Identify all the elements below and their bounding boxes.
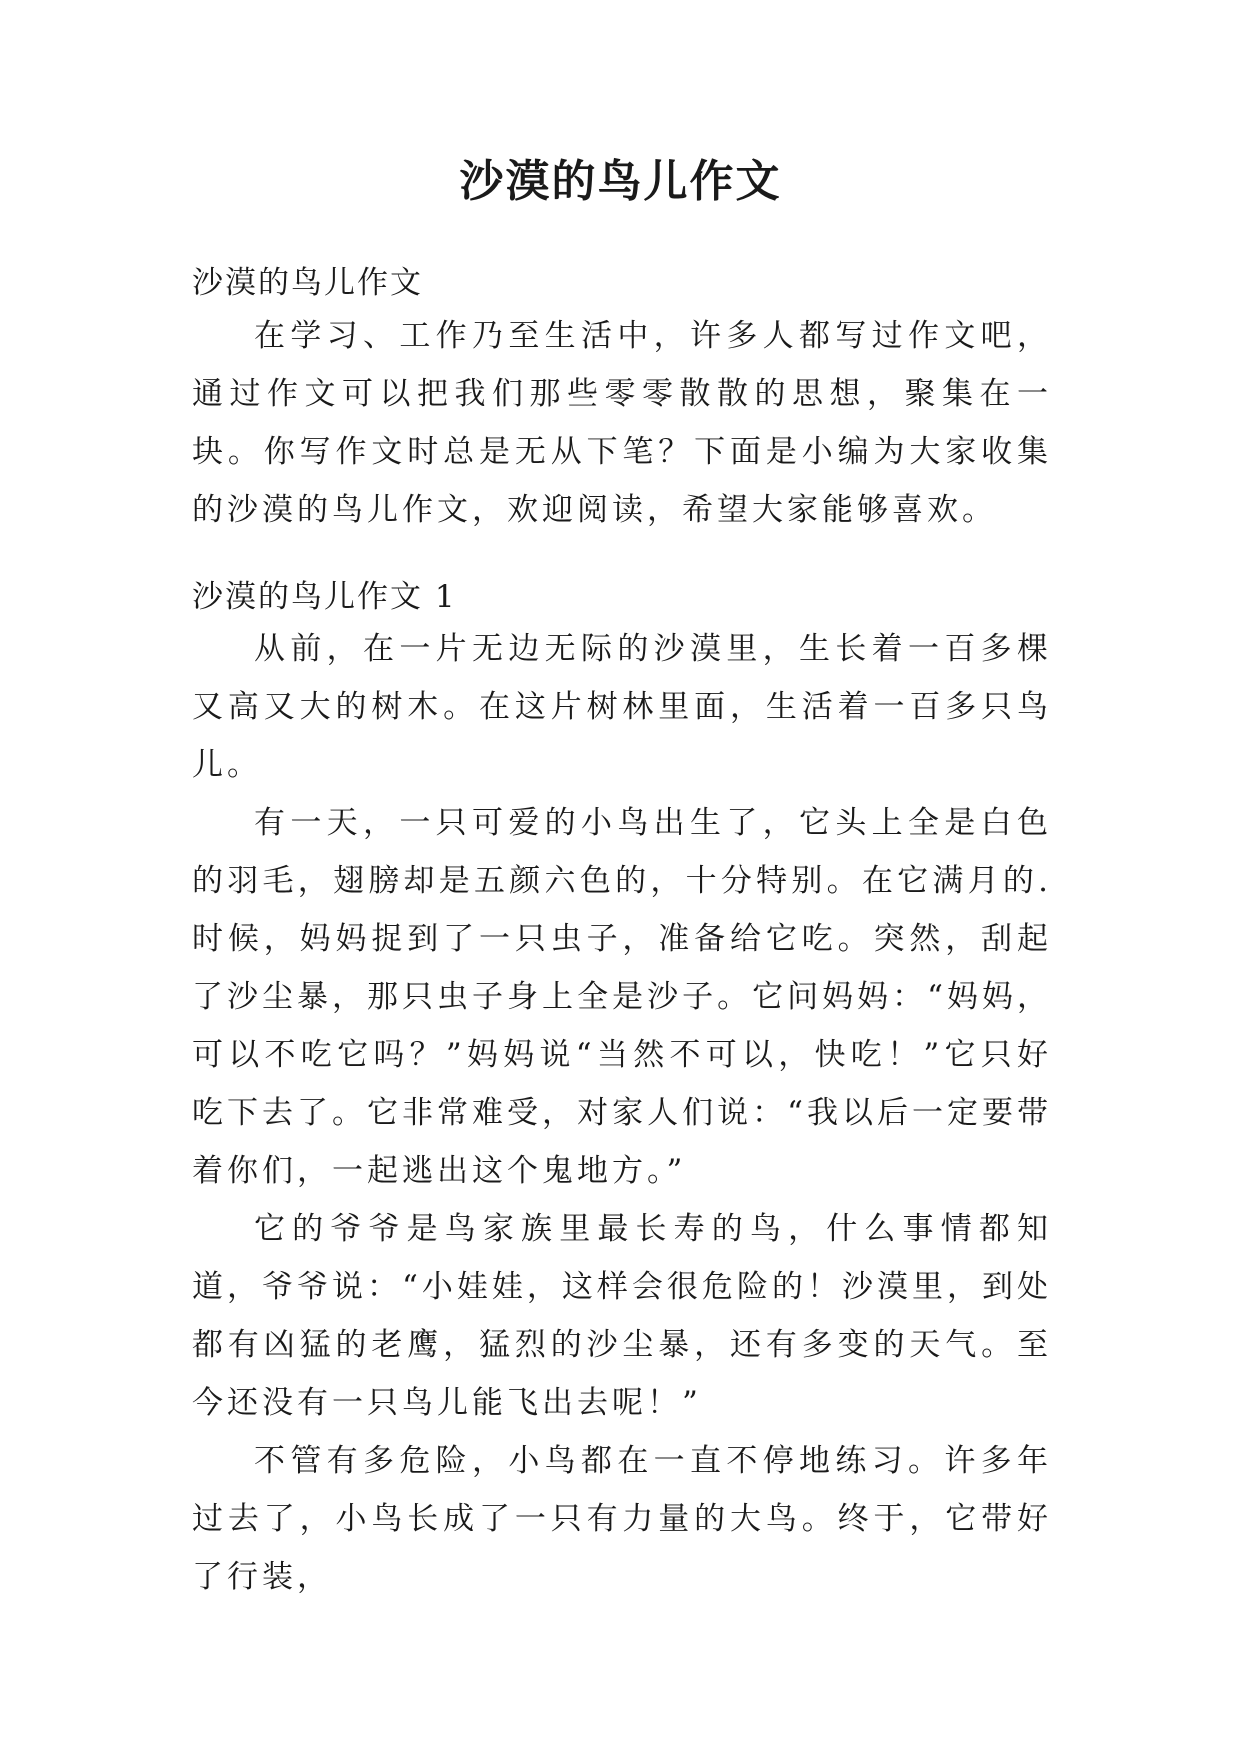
paragraph-2: 有一天，一只可爱的小鸟出生了，它头上全是白色的羽毛，翅膀却是五颜六色的，十分特别。在它满月的.时候，妈妈捉到了一只虫子，准备给它吃。突然，刮起了沙尘暴，那只虫子身上全是沙子。它问妈妈：“妈妈，可以不吃它吗？”妈妈说“当然不可以，快吃！”它只好吃下去了。它非常难受，对家人们说：“我以后一定要带着你们，一起逃出这个鬼地方。”: [192, 805, 1052, 1189]
intro-heading: 沙漠的鸟儿作文: [192, 265, 423, 301]
paragraph-3: 它的爷爷是鸟家族里最长寿的鸟，什么事情都知道，爷爷说：“小娃娃，这样会很危险的！沙漠里，到处都有凶猛的老鹰，猛烈的沙尘暴，还有多变的天气。至今还没有一只鸟儿能飞出去呢！”: [192, 1211, 1052, 1421]
document-title: 沙漠的鸟儿作文: [459, 156, 782, 207]
section-heading: 沙漠的鸟儿作文 1: [192, 579, 457, 615]
paragraph-1: 从前，在一片无边无际的沙漠里，生长着一百多棵又高又大的树木。在这片树林里面，生活着一百多只鸟儿。: [192, 631, 1052, 783]
intro-paragraph: 在学习、工作乃至生活中，许多人都写过作文吧，通过作文可以把我们那些零零散散的思想，聚集在一块。你写作文时总是无从下笔？下面是小编为大家收集的沙漠的鸟儿作文，欢迎阅读，希望大家能够喜欢。: [192, 318, 1052, 528]
intro-block: [192, 307, 1052, 539]
article-body: [192, 620, 1052, 1606]
paragraph-4: 不管有多危险，小鸟都在一直不停地练习。许多年过去了，小鸟长成了一只有力量的大鸟。终于，它带好了行装，: [192, 1443, 1052, 1595]
